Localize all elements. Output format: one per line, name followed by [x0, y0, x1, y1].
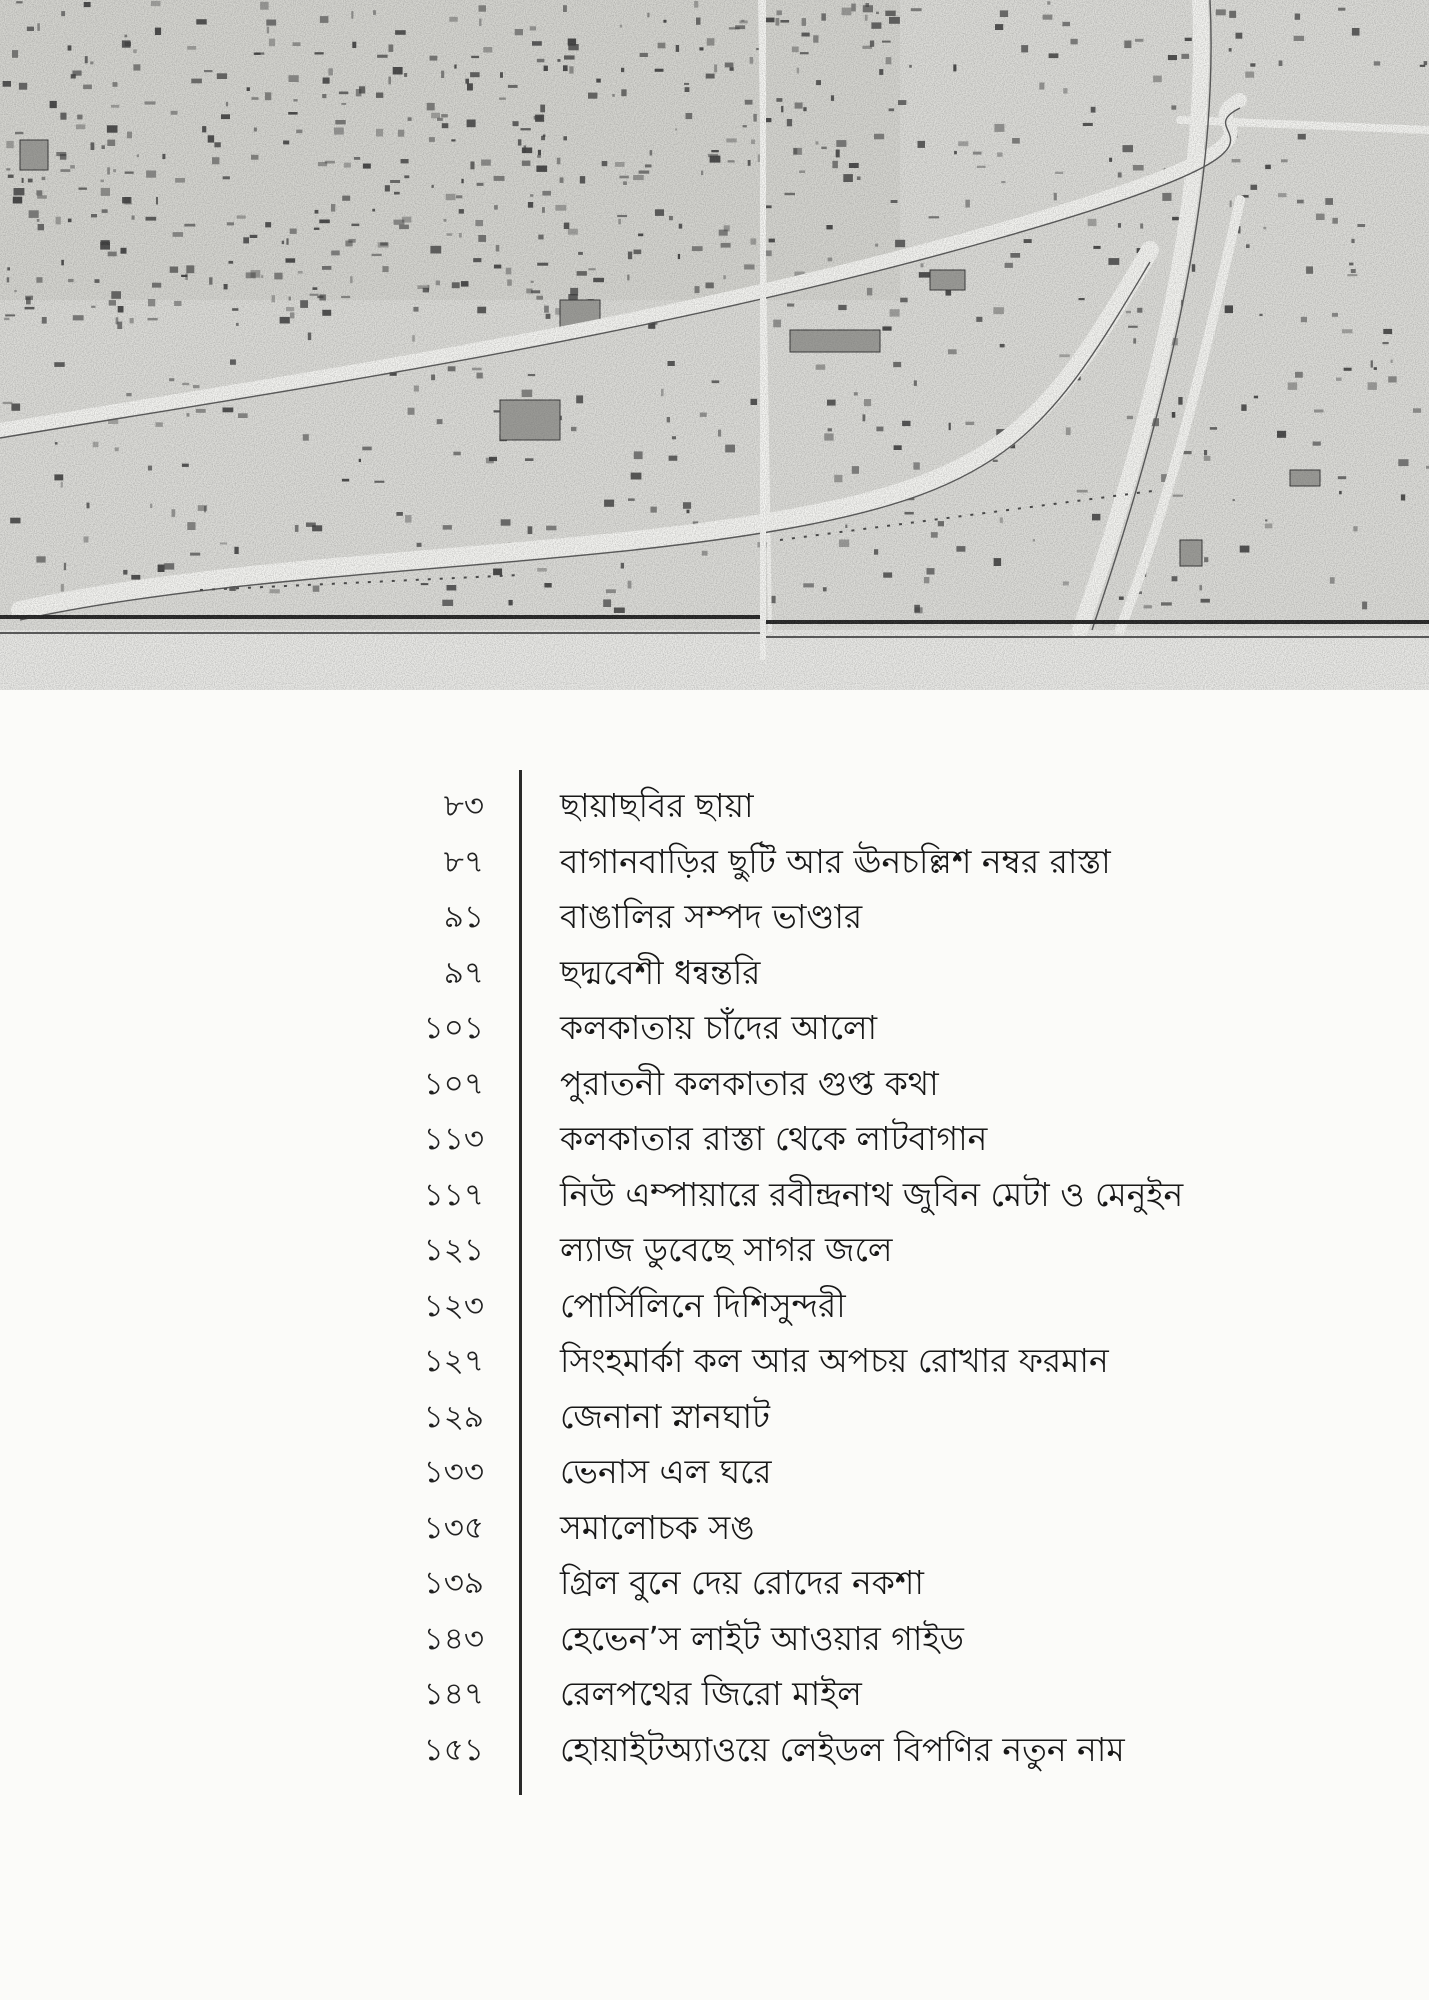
- toc-entry: [0, 1000, 1429, 1056]
- map-image-icon: [0, 0, 1429, 690]
- table-of-contents: [0, 770, 1429, 1800]
- toc-entry: [0, 945, 1429, 1001]
- toc-entry: [0, 778, 1429, 834]
- toc-entry: [0, 889, 1429, 945]
- toc-chapter-title: বাঙালির সম্পদ ভাণ্ডার: [560, 897, 863, 936]
- toc-entry: [0, 834, 1429, 890]
- toc-page-number: ৮৭: [443, 843, 484, 880]
- toc-page-number: ১২৩: [423, 1287, 484, 1324]
- toc-chapter-title: ছদ্মবেশী ধন্বন্তরি: [560, 952, 761, 992]
- toc-page-number: ১৫১: [423, 1731, 484, 1768]
- toc-page-number: ১৪৭: [423, 1676, 484, 1712]
- toc-entry: [0, 1500, 1429, 1556]
- toc-chapter-title: ভেনাস এল ঘরে: [560, 1452, 772, 1491]
- toc-page-number: ১৩৩: [423, 1454, 484, 1490]
- toc-page-number: ১২১: [423, 1232, 484, 1268]
- toc-page-number: ১১৭: [423, 1176, 484, 1213]
- toc-entry: [0, 1278, 1429, 1334]
- toc-page-number: ১৪৩: [423, 1620, 484, 1657]
- toc-page-number: ১৩৫: [423, 1509, 484, 1546]
- toc-chapter-title: ল্যাজ ডুবেছে সাগর জলে: [560, 1230, 893, 1269]
- toc-entry: [0, 1611, 1429, 1667]
- toc-entry: [0, 1722, 1429, 1778]
- toc-page-number: ৯১: [443, 899, 484, 935]
- toc-chapter-title: রেলপথের জিরো মাইল: [560, 1674, 862, 1713]
- toc-page-number: ১২৯: [423, 1398, 484, 1435]
- toc-entry: [0, 1555, 1429, 1611]
- toc-chapter-title: কলকাতায় চাঁদের আলো: [560, 1008, 878, 1047]
- toc-chapter-title: পোর্সিলিনে দিশিসুন্দরী: [560, 1285, 846, 1325]
- toc-entry: [0, 1111, 1429, 1167]
- toc-chapter-title: নিউ এম্পায়ারে রবীন্দ্রনাথ জুবিন মেটা ও মেনুইন: [560, 1174, 1184, 1214]
- toc-chapter-title: জেনানা স্নানঘাট: [560, 1396, 771, 1436]
- toc-chapter-title: সমালোচক সঙ: [560, 1507, 755, 1547]
- toc-page-number: ১২৭: [423, 1343, 484, 1379]
- toc-entry: [0, 1222, 1429, 1278]
- toc-entry: [0, 1167, 1429, 1223]
- toc-chapter-title: হেভেন’স লাইট আওয়ার গাইড: [560, 1618, 964, 1658]
- toc-page-number: ৯৭: [443, 954, 484, 991]
- toc-page-number: ১১৩: [423, 1121, 484, 1157]
- toc-chapter-title: কলকাতার রাস্তা থেকে লাটবাগান: [560, 1119, 988, 1158]
- toc-chapter-title: বাগানবাড়ির ছুটি আর ঊনচল্লিশ নম্বর রাস্তা: [560, 841, 1111, 881]
- toc-entry: [0, 1444, 1429, 1500]
- toc-page-number: ১০৭: [423, 1065, 484, 1102]
- toc-page-number: ৮৩: [443, 788, 484, 824]
- toc-entry: [0, 1056, 1429, 1112]
- toc-page-number: ১০১: [423, 1010, 484, 1046]
- map-image: [0, 0, 1429, 690]
- toc-chapter-title: ছায়াছবির ছায়া: [560, 786, 754, 825]
- toc-entry: [0, 1666, 1429, 1722]
- toc-chapter-title: গ্রিল বুনে দেয় রোদের নকশা: [560, 1563, 924, 1602]
- toc-entry: [0, 1333, 1429, 1389]
- toc-chapter-title: পুরাতনী কলকাতার গুপ্ত কথা: [560, 1063, 939, 1103]
- toc-chapter-title: সিংহমার্কা কল আর অপচয় রোখার ফরমান: [560, 1341, 1109, 1380]
- toc-entry: [0, 1389, 1429, 1445]
- toc-page-number: ১৩৯: [423, 1565, 484, 1601]
- toc-chapter-title: হোয়াইটঅ্যাওয়ে লেইডল বিপণির নতুন নাম: [560, 1729, 1125, 1769]
